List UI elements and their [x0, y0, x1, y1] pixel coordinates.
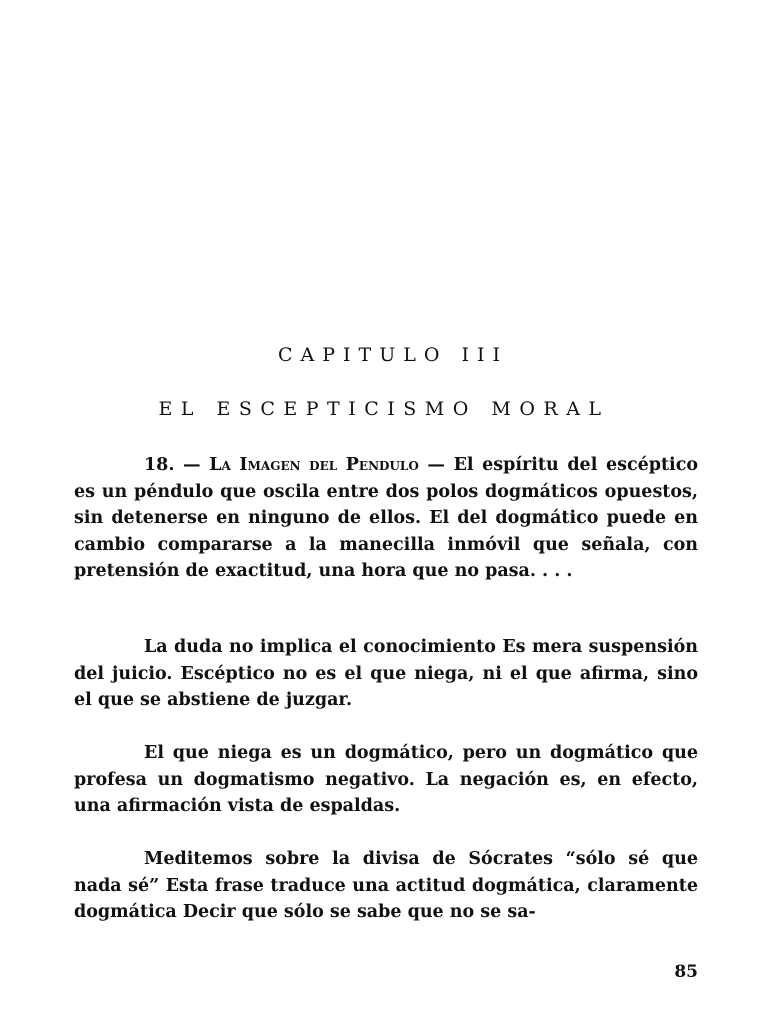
section-dash: — [418, 455, 445, 475]
paragraph-1-text: El espíritu del escéptico es un péndulo que oscila entre dos polos dogmáticos opuestos, sin detenerse en ninguno de ellos. El del dogmático puede en cambio compararse a la manecilla inmóvil que señala, con pretensión de exactitud, una hora que no pasa. . . . [74, 455, 699, 581]
paragraph-4: Meditemos sobre la divisa de Sócrates “sólo sé que nada sé” Esta frase traduce una actitud dogmática, claramente dogmática Decir que sólo se sabe que no se sa- [74, 849, 698, 922]
section-number: 18. — [144, 455, 201, 475]
section-title: La Imagen del Pendulo [209, 455, 419, 475]
paragraph-1 [74, 452, 698, 585]
chapter-title: EL ESCEPTICISMO MORAL [158, 398, 610, 420]
chapter-number: CAPITULO III [278, 344, 508, 366]
paragraph-2: La duda no implica el conocimiento Es mera suspensión del juicio. Escéptico no es el que niega, ni el que afirma, sino el que se abstiene de juzgar. [74, 637, 698, 710]
paragraph-3: El que niega es un dogmático, pero un dogmático que profesa un dogmatismo negativo. La negación es, en efecto, una afirmación vista de espaldas. [74, 743, 698, 816]
page-number: 85 [674, 962, 698, 982]
